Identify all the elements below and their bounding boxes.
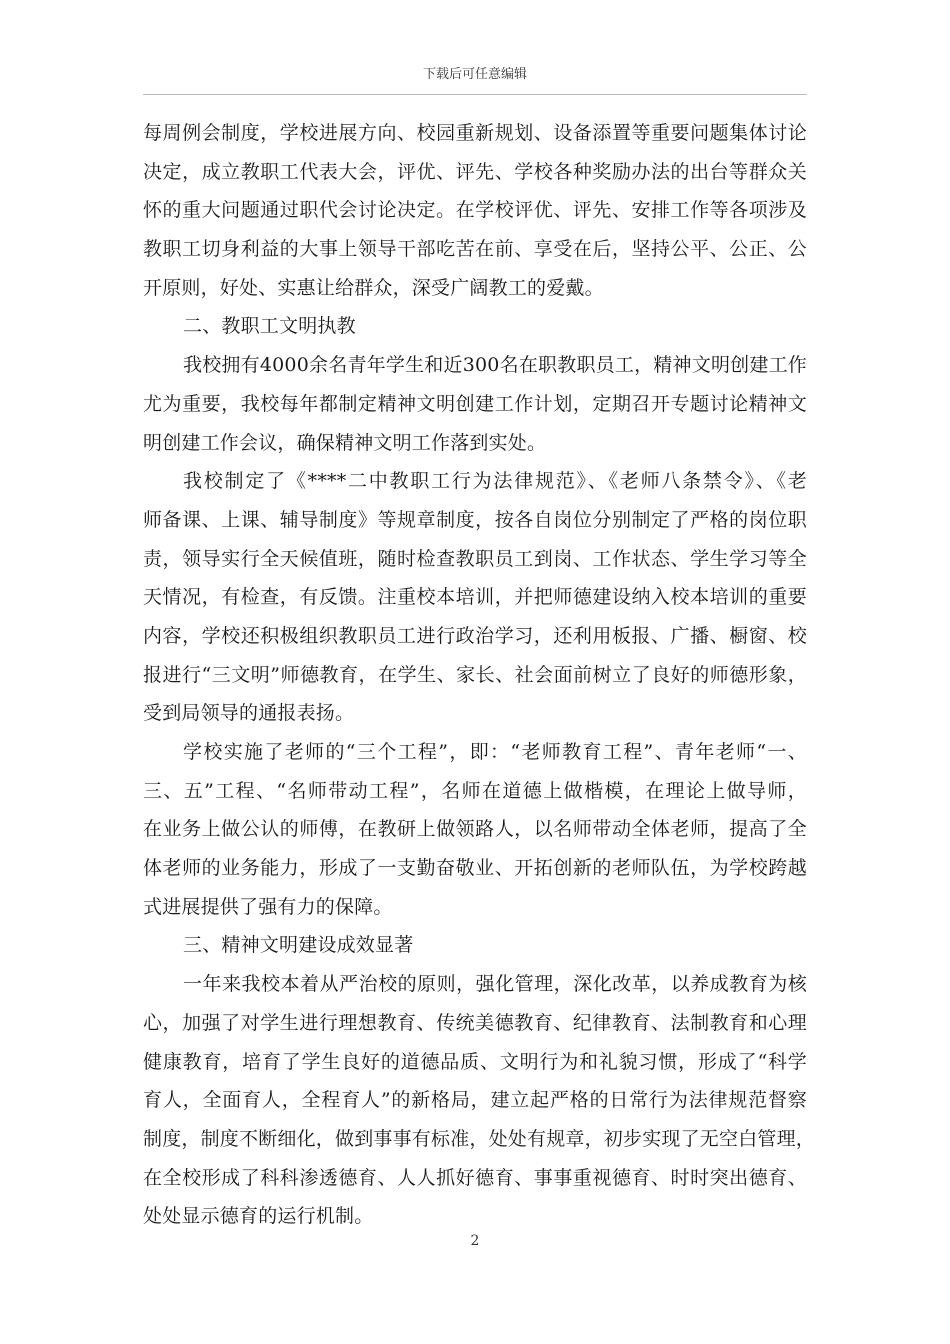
text-line: 在全校形成了科科渗透德育、人人抓好德育、事事重视德育、时时突出德育、 <box>143 1166 807 1189</box>
section-heading: 三、精神文明建设成效显著 <box>183 934 414 957</box>
section-heading: 二、教职工文明执教 <box>183 315 356 338</box>
text-line: 处处显示德育的运行机制。 <box>143 1205 374 1228</box>
text-line: 式进展提供了强有力的保障。 <box>143 895 393 918</box>
text-line: 育人，全面育人，全程育人”的新格局，建立起严格的日常行为法律规范督察 <box>143 1089 807 1112</box>
text-line: 报进行“三文明”师德教育，在学生、家长、社会面前树立了良好的师德形象， <box>143 663 807 686</box>
text-line: 责，领导实行全天候值班，随时检查教职员工到岗、工作状态、学生学习等全 <box>143 547 807 570</box>
text-line: 决定，成立教职工代表大会，评优、评先、学校各种奖励办法的出台等群众关 <box>143 160 807 183</box>
text-line: 怀的重大问题通过职代会讨论决定。在学校评优、评先、安排工作等各项涉及 <box>143 199 807 222</box>
page-number: 2 <box>470 1233 480 1249</box>
text-line: 心，加强了对学生进行理想教育、传统美德教育、纪律教育、法制教育和心理 <box>143 1011 807 1034</box>
text-line: 开原则，好处、实惠让给群众，深受广阔教工的爱戴。 <box>143 276 604 299</box>
text-line: 受到局领导的通报表扬。 <box>143 702 355 725</box>
text-line: 尤为重要，我校每年都制定精神文明创建工作计划，定期召开专题讨论精神文 <box>143 392 807 415</box>
page-header: 下载后可任意编辑 <box>422 67 527 82</box>
text-line: 一年来我校本着从严治校的原则，强化管理，深化改革，以养成教育为核 <box>183 973 807 996</box>
text-line: 师备课、上课、辅导制度》等规章制度，按各自岗位分别制定了严格的岗位职 <box>143 508 807 531</box>
text-line: 在业务上做公认的师傅，在教研上做领路人，以名师带动全体老师，提高了全 <box>143 818 807 841</box>
document-body <box>143 114 816 1236</box>
text-line: 天情况，有检查，有反馈。注重校本培训，并把师德建设纳入校本培训的重要 <box>143 586 807 609</box>
text-line: 三、五”工程、“名师带动工程”，名师在道德上做楷模，在理论上做导师， <box>143 779 807 802</box>
text-line: 明创建工作会议，确保精神文明工作落到实处。 <box>143 431 547 454</box>
text-line: 每周例会制度，学校进展方向、校园重新规划、设备添置等重要问题集体讨论 <box>143 122 807 144</box>
text-line: 健康教育，培育了学生良好的道德品质、文明行为和礼貌习惯，形成了“科学 <box>143 1050 807 1073</box>
text-line: 学校实施了老师的“三个工程”，即：“老师教育工程”、青年老师“一、 <box>183 741 807 763</box>
text-line: 制度，制度不断细化，做到事事有标准，处处有规章，初步实现了无空白管理， <box>143 1127 816 1150</box>
text-line: 内容，学校还积极组织教职员工进行政治学习，还利用板报、广播、橱窗、校 <box>143 624 807 647</box>
header-divider <box>143 94 807 95</box>
text-line: 教职工切身利益的大事上领导干部吃苦在前、享受在后，坚持公平、公正、公 <box>143 238 807 261</box>
text-line: 体老师的业务能力，形成了一支勤奋敬业、开拓创新的老师队伍，为学校跨越 <box>143 857 807 880</box>
text-line: 我校制定了《****二中教职工行为法律规范》、《老师八条禁令》、《老 <box>183 470 807 493</box>
text-line: 我校拥有4000余名青年学生和近300名在职教职员工，精神文明创建工作 <box>183 354 807 377</box>
